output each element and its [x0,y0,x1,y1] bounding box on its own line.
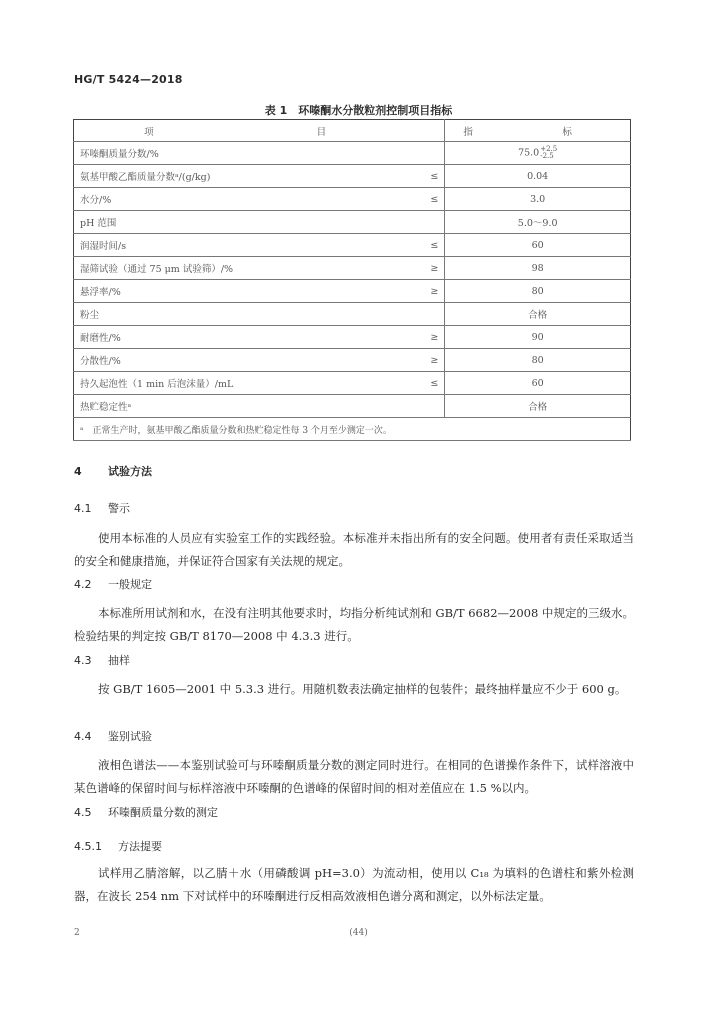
section-title: 一般规定 [108,578,152,591]
table-row [74,303,631,326]
section-number: 4.1 [74,502,92,515]
tolerance-upper: +2.5 [540,145,558,153]
row-value: 0.04 [445,165,631,188]
page-number: 2 [74,928,80,938]
row-item: 粉尘 [74,303,260,326]
row-symbol: ≥ [259,280,445,303]
row-item: 热贮稳定性ᵃ [74,395,260,418]
row-item: pH 范围 [74,211,260,234]
row-symbol [259,303,445,326]
section-4-4-heading [74,728,152,744]
spec-table [73,119,631,441]
section-4-3-heading [74,652,130,668]
row-symbol: ≥ [259,349,445,372]
row-symbol: ≥ [259,257,445,280]
row-symbol [259,395,445,418]
table-header-row [74,120,631,142]
table-footnote-row [74,418,631,441]
section-number: 4 [74,465,82,478]
table-row [74,165,631,188]
row-value: 合格 [445,303,631,326]
section-title: 方法提要 [118,840,162,853]
row-item: 持久起泡性（1 min 后泡沫量）/mL [74,372,260,395]
section-number: 4.5.1 [74,840,102,853]
section-number: 4.2 [74,578,92,591]
section-title: 试验方法 [108,465,152,478]
row-value: 60 [445,234,631,257]
row-item: 分散性/% [74,349,260,372]
table-footnote: ᵃ 正常生产时，氨基甲酸乙酯质量分数和热贮稳定性每 3 个月至少测定一次。 [74,418,631,441]
row-value: 80 [445,280,631,303]
row-item: 水分/% [74,188,260,211]
row-value: 5.0～9.0 [445,211,631,234]
table-row [74,372,631,395]
section-number: 4.3 [74,654,92,667]
section-4-heading [74,463,152,479]
column-header-value: 指 标 [445,120,631,142]
row-item: 湿筛试验（通过 75 μm 试验筛）/% [74,257,260,280]
row-item: 耐磨性/% [74,326,260,349]
row-symbol: ≤ [259,234,445,257]
section-4-2-heading [74,576,152,592]
row-item: 悬浮率/% [74,280,260,303]
table-row [74,326,631,349]
tolerance-lower: -2.5 [540,152,554,160]
row-item: 氨基甲酸乙酯质量分数ᵃ/(g/kg) [74,165,260,188]
section-4-5-1-heading [74,838,162,854]
table-row [74,211,631,234]
section-4-5-1-body: 试样用乙腈溶解，以乙腈＋水（用磷酸调 pH=3.0）为流动相，使用以 C₁₈ 为填料的色谱柱和紫外检测器，在波长 254 nm 下对试样中的环嗪酮进行反相高效液相色谱分离和测定，以外标法定量。 [74,866,634,903]
row-symbol: ≤ [259,165,445,188]
section-number: 4.4 [74,730,92,743]
value-main: 75.0 [518,147,540,159]
row-symbol [259,142,445,165]
section-4-4-body: 液相色谱法——本鉴别试验可与环嗪酮质量分数的测定同时进行。在相同的色谱操作条件下，试样溶液中某色谱峰的保留时间与标样溶液中环嗪酮的色谱峰的保留时间的相对差值应在 1.5 %以内。 [74,758,634,795]
row-value: 合格 [445,395,631,418]
section-4-5-heading [74,804,218,820]
section-title: 抽样 [108,654,130,667]
section-4-3-body: 按 GB/T 1605—2001 中 5.3.3 进行。用随机数表法确定抽样的包装件；最终抽样量应不少于 600 g。 [98,682,627,696]
table-row [74,188,631,211]
row-item: 润湿时间/s [74,234,260,257]
table-row [74,280,631,303]
section-title: 环嗪酮质量分数的测定 [108,806,218,819]
row-symbol: ≤ [259,188,445,211]
row-value: 3.0 [445,188,631,211]
row-value: 90 [445,326,631,349]
page-mark: (44) [349,928,368,938]
table-row [74,395,631,418]
column-header-item: 项 目 [74,120,445,142]
section-title: 鉴别试验 [108,730,152,743]
section-title: 警示 [108,502,130,515]
row-value: 80 [445,349,631,372]
row-symbol: ≥ [259,326,445,349]
section-4-1-heading [74,500,130,516]
table-row [74,257,631,280]
section-number: 4.5 [74,806,92,819]
row-value: 98 [445,257,631,280]
section-4-1-body: 使用本标准的人员应有实验室工作的实践经验。本标准并未指出所有的安全问题。使用者有责任采取适当的安全和健康措施，并保证符合国家有关法规的规定。 [74,531,634,568]
table-row [74,234,631,257]
row-value [445,142,631,165]
row-symbol [259,211,445,234]
table-caption: 表 1 环嗪酮水分散粒剂控制项目指标 [264,104,453,117]
row-item: 环嗪酮质量分数/% [74,142,260,165]
row-symbol: ≤ [259,372,445,395]
table-row [74,142,631,165]
row-value: 60 [445,372,631,395]
section-4-2-body: 本标准所用试剂和水，在没有注明其他要求时，均指分析纯试剂和 GB/T 6682—2008 中规定的三级水。检验结果的判定按 GB/T 8170—2008 中 4.3.3 进行。 [74,606,634,643]
table-row [74,349,631,372]
standard-code-header: HG/T 5424—2018 [74,73,183,86]
